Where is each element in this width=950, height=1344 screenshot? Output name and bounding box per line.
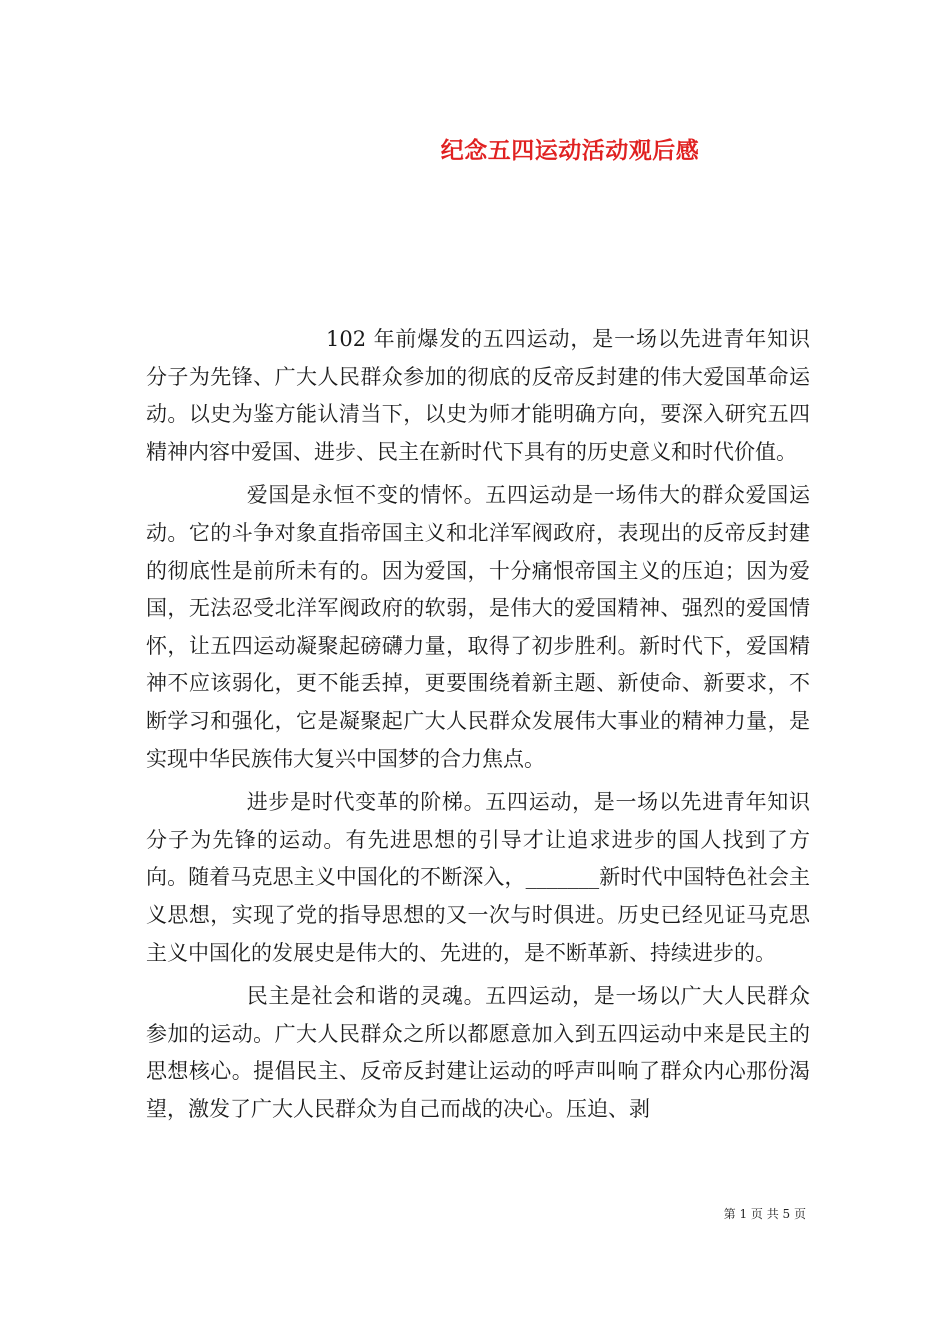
paragraph-4 [146,978,810,1128]
paragraph-1 [146,321,810,471]
paragraph-2 [146,477,810,778]
paragraph-text: 102 年前爆发的五四运动，是一场以先进青年知识分子为先锋、广大人民群众参加的彻底的反帝反封建的伟大爱国革命运动。以史为鉴方能认清当下，以史为师才能明确方向，要深入研究五四精神内容中爱国、进步、民主在新时代下具有的历史意义和时代价值。 [146,327,810,464]
paragraph-text: 爱国是永恒不变的情怀。五四运动是一场伟大的群众爱国运动。它的斗争对象直指帝国主义和北洋军阀政府，表现出的反帝反封建的彻底性是前所未有的。因为爱国，十分痛恨帝国主义的压迫；因为爱国，无法忍受北洋军阀政府的软弱，是伟大的爱国精神、强烈的爱国情怀，让五四运动凝聚起磅礴力量，取得了初步胜利。新时代下，爱国精神不应该弱化，更不能丢掉，更要围绕着新主题、新使命、新要求，不断学习和强化，它是凝聚起广大人民群众发展伟大事业的精神力量，是实现中华民族伟大复兴中国梦的合力焦点。 [146,483,810,771]
page-number-footer: 第 1 页 共 5 页 [723,1207,806,1221]
document-body [146,321,810,1134]
paragraph-3 [146,784,810,972]
paragraph-text: 民主是社会和谐的灵魂。五四运动，是一场以广大人民群众参加的运动。广大人民群众之所以都愿意加入到五四运动中来是民主的思想核心。提倡民主、反帝反封建让运动的呼声叫响了群众内心那份渴望，激发了广大人民群众为自己而战的决心。压迫、剥 [146,984,810,1121]
paragraph-text: 进步是时代变革的阶梯。五四运动，是一场以先进青年知识分子为先锋的运动。有先进思想的引导才让追求进步的国人找到了方向。随着马克思主义中国化的不断深入，_______新时代中国特色社会主义思想，实现了党的指导思想的又一次与时俱进。历史已经见证马克思主义中国化的发展史是伟大的、先进的，是不断革新、持续进步的。 [146,790,810,965]
document-title: 纪念五四运动活动观后感 [440,138,700,164]
